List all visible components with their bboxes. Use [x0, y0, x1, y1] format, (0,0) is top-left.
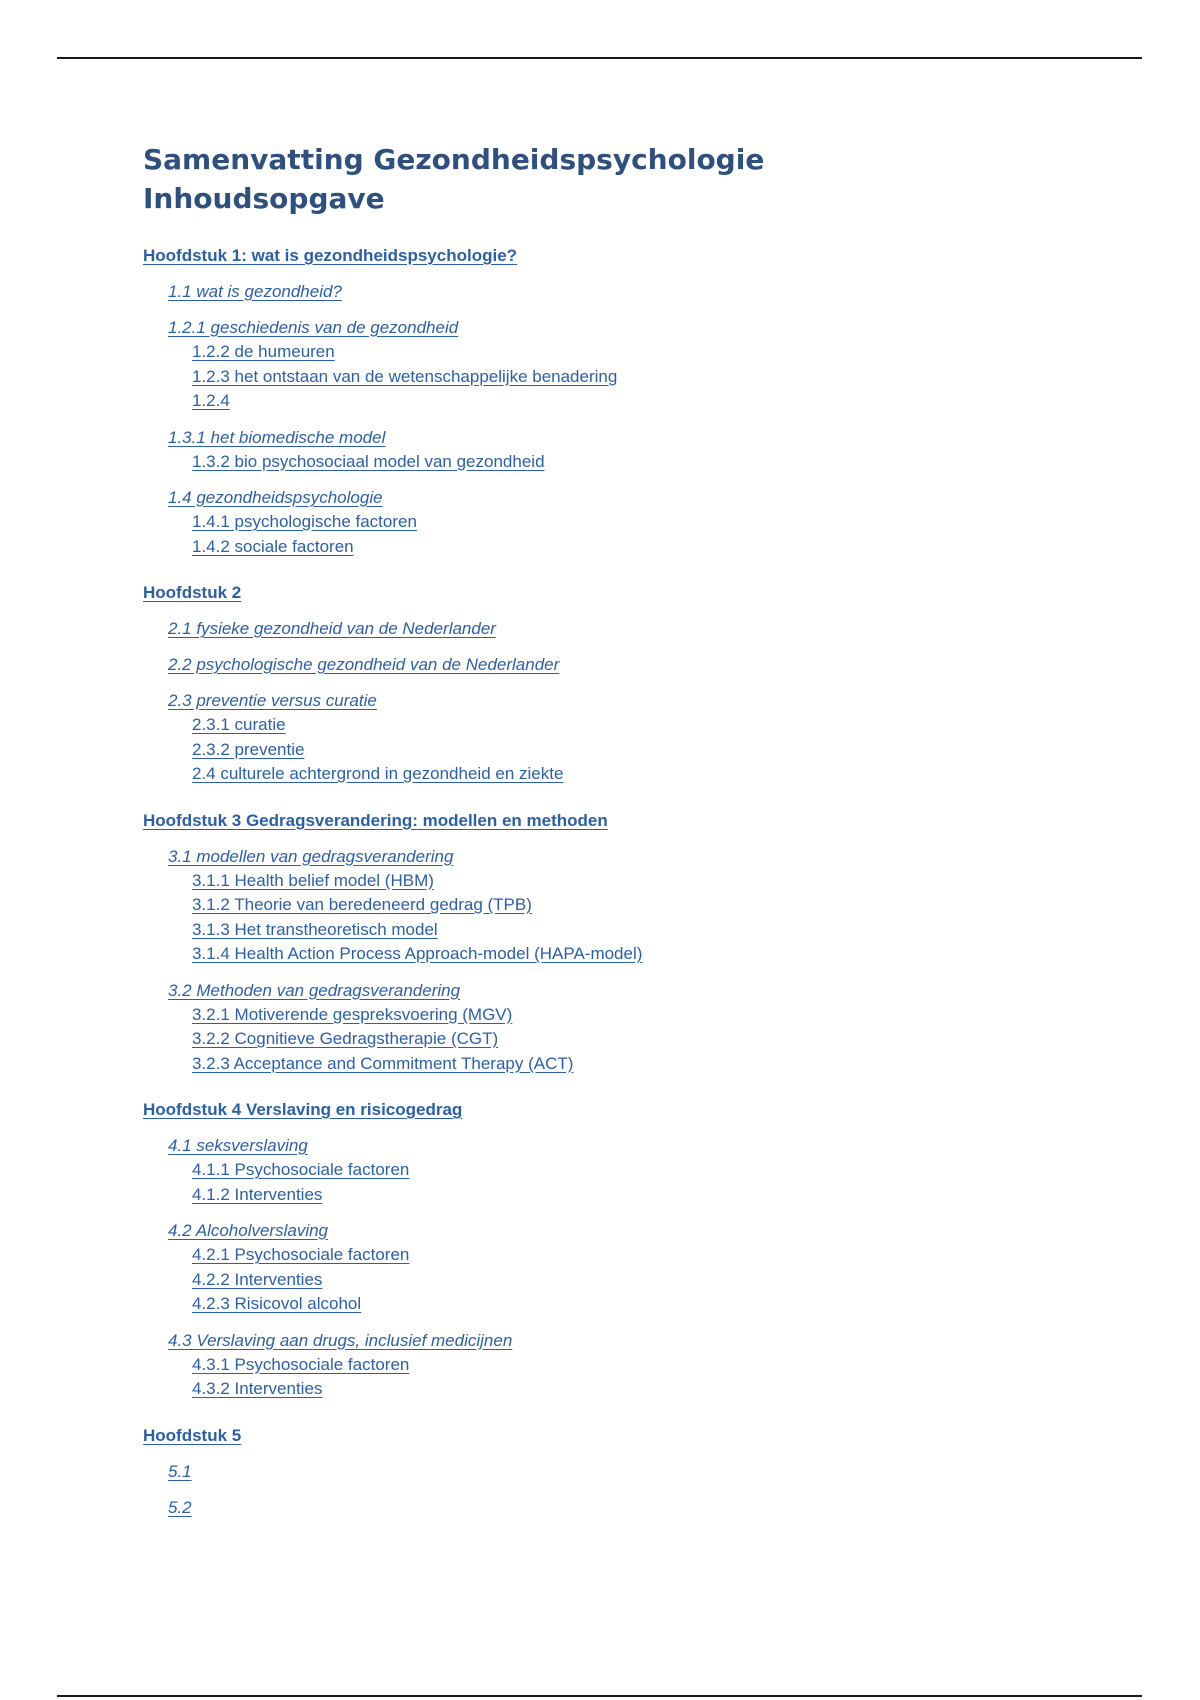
toc-subsection-link[interactable]: 4.3.1 Psychosociale factoren	[192, 1354, 410, 1374]
toc-section-group	[143, 1219, 1143, 1317]
toc-section-group	[143, 426, 1143, 475]
toc-section-link[interactable]: 4.3 Verslaving aan drugs, inclusief medicijnen	[168, 1330, 513, 1350]
toc-section-group	[143, 280, 1143, 304]
toc-section-link[interactable]: 2.3 preventie versus curatie	[168, 691, 377, 710]
toc-subsection-link[interactable]: 2.3.2 preventie	[192, 739, 305, 759]
toc-subsection-link[interactable]: 3.1.1 Health belief model (HBM)	[192, 870, 434, 890]
toc-subsection-link[interactable]: 3.2.1 Motiverende gespreksvoering (MGV)	[192, 1004, 513, 1024]
toc-subsection-link[interactable]: 1.2.3 het ontstaan van de wetenschappelijke benadering	[192, 366, 618, 386]
toc-subsection-link[interactable]: 3.2.3 Acceptance and Commitment Therapy (ACT)	[192, 1053, 574, 1073]
toc-subsection-link[interactable]: 4.2.3 Risicovol alcohol	[192, 1294, 362, 1313]
toc-section-link[interactable]: 3.1 modellen van gedragsverandering	[168, 846, 454, 866]
toc-subsection-link[interactable]: 2.3.1 curatie	[192, 715, 286, 734]
toc-section-group	[143, 1329, 1143, 1402]
table-of-contents	[143, 244, 1143, 1520]
toc-subsection-link[interactable]: 1.2.4	[192, 391, 230, 410]
header-rule	[57, 57, 1142, 59]
toc-section-group	[143, 1496, 1143, 1520]
toc-chapter-block	[143, 581, 1143, 787]
toc-chapter-link[interactable]: Hoofdstuk 2	[143, 583, 242, 602]
toc-chapter-block	[143, 1098, 1143, 1402]
toc-section-link[interactable]: 4.2 Alcoholverslaving	[168, 1221, 329, 1240]
toc-subsection-link[interactable]: 4.2.1 Psychosociale factoren	[192, 1245, 410, 1264]
toc-chapter-block	[143, 1424, 1143, 1520]
toc-subsection-link[interactable]: 3.1.2 Theorie van beredeneerd gedrag (TPB)	[192, 895, 532, 914]
title-line-2: Inhoudsopgave	[143, 182, 385, 215]
toc-subsection-link[interactable]: 1.4.1 psychologische factoren	[192, 512, 417, 531]
toc-section-group	[143, 689, 1143, 787]
document-title	[143, 140, 764, 218]
toc-chapter-link[interactable]: Hoofdstuk 3 Gedragsverandering: modellen en methoden	[143, 810, 608, 830]
toc-section-link[interactable]: 1.4 gezondheidspsychologie	[168, 488, 383, 507]
toc-subsection-link[interactable]: 3.2.2 Cognitieve Gedragstherapie (CGT)	[192, 1029, 499, 1048]
toc-section-group	[143, 1134, 1143, 1207]
toc-subsection-link[interactable]: 1.2.2 de humeuren	[192, 342, 335, 361]
toc-section-link[interactable]: 1.1 wat is gezondheid?	[168, 282, 342, 301]
toc-chapter-block	[143, 244, 1143, 559]
toc-subsection-link[interactable]: 3.1.3 Het transtheoretisch model	[192, 919, 438, 939]
toc-chapter-block	[143, 809, 1143, 1077]
toc-section-group	[143, 845, 1143, 967]
footer-rule	[57, 1695, 1142, 1697]
toc-section-link[interactable]: 1.3.1 het biomedische model	[168, 427, 386, 447]
toc-chapter-link[interactable]: Hoofdstuk 1: wat is gezondheidspsychologie?	[143, 246, 518, 265]
toc-section-link[interactable]: 2.2 psychologische gezondheid van de Nederlander	[168, 655, 560, 674]
title-line-1: Samenvatting Gezondheidspsychologie	[143, 143, 765, 176]
toc-section-group	[143, 486, 1143, 559]
toc-section-group	[143, 979, 1143, 1077]
toc-section-link[interactable]: 2.1 fysieke gezondheid van de Nederlander	[168, 619, 496, 638]
toc-chapter-link[interactable]: Hoofdstuk 5	[143, 1425, 242, 1445]
toc-subsection-link[interactable]: 1.3.2 bio psychosociaal model van gezondheid	[192, 451, 545, 471]
toc-section-group	[143, 1460, 1143, 1484]
toc-subsection-link[interactable]: 2.4 culturele achtergrond in gezondheid en ziekte	[192, 764, 564, 783]
toc-section-group	[143, 316, 1143, 414]
toc-subsection-link[interactable]: 4.1.1 Psychosociale factoren	[192, 1160, 410, 1179]
toc-subsection-link[interactable]: 1.4.2 sociale factoren	[192, 536, 354, 556]
toc-section-group	[143, 653, 1143, 677]
toc-subsection-link[interactable]: 4.2.2 Interventies	[192, 1269, 323, 1289]
toc-section-link[interactable]: 5.1	[168, 1461, 192, 1481]
toc-section-link[interactable]: 1.2.1 geschiedenis van de gezondheid	[168, 318, 459, 337]
toc-subsection-link[interactable]: 4.3.2 Interventies	[192, 1379, 323, 1398]
toc-subsection-link[interactable]: 3.1.4 Health Action Process Approach-model (HAPA-model)	[192, 944, 643, 963]
toc-section-link[interactable]: 5.2	[168, 1497, 192, 1517]
toc-chapter-link[interactable]: Hoofdstuk 4 Verslaving en risicogedrag	[143, 1100, 463, 1119]
toc-section-link[interactable]: 3.2 Methoden van gedragsverandering	[168, 980, 461, 1000]
toc-subsection-link[interactable]: 4.1.2 Interventies	[192, 1184, 323, 1204]
toc-section-link[interactable]: 4.1 seksverslaving	[168, 1136, 308, 1155]
toc-section-group	[143, 617, 1143, 641]
